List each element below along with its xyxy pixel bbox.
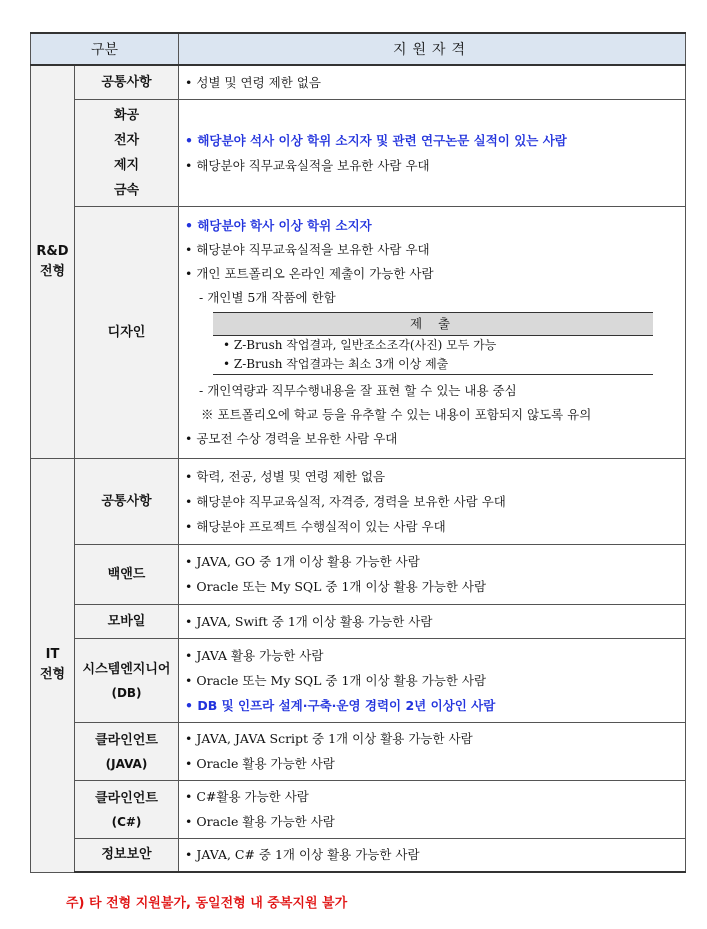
group-rnd-line2: 전형	[39, 263, 66, 279]
list-item: • Oracle 활용 가능한 사람	[185, 814, 335, 829]
qualification-sheet	[30, 32, 685, 873]
category-line: (DB)	[111, 685, 142, 700]
list-item-highlight: • 해당분야 학사 이상 학위 소지자	[185, 217, 372, 233]
category-it-mobile: 모바일	[75, 604, 179, 638]
group-it-line2: 전형	[39, 667, 66, 682]
category-line: 클라인언트	[95, 732, 158, 748]
list-item: • Z-Brush 작업결과, 일반조소조각(사진) 모두 가능	[223, 337, 497, 352]
list-item: • 해당분야 프로젝트 수행실적이 있는 사람 우대	[185, 518, 446, 534]
list-item: - 개인별 5개 작품에 한함	[199, 289, 336, 305]
list-item: • 해당분야 직무교육실적, 자격증, 경력을 보유한 사람 우대	[185, 493, 506, 509]
category-line: (C#)	[111, 814, 142, 829]
list-item: • JAVA, JAVA Script 중 1개 이상 활용 가능한 사람	[185, 731, 473, 746]
submit-box-body	[213, 335, 653, 374]
list-item: • 해당분야 직무교육실적을 보유한 사람 우대	[185, 157, 430, 173]
category-rnd-chem	[75, 99, 179, 206]
table-row	[31, 458, 686, 544]
table-row	[31, 780, 686, 838]
category-line: (JAVA)	[105, 756, 148, 771]
table-row	[31, 206, 686, 458]
table-row	[31, 604, 686, 638]
category-it-client-cs	[75, 780, 179, 838]
list-item: • 해당분야 직무교육실적을 보유한 사람 우대	[185, 241, 430, 257]
category-rnd-common: 공통사항	[75, 65, 179, 99]
table-row	[31, 722, 686, 780]
desc-it-mobile	[179, 604, 686, 638]
desc-rnd-chem	[179, 99, 686, 206]
table-row	[31, 65, 686, 99]
list-item: • 개인 포트폴리오 온라인 제출이 가능한 사람	[185, 265, 434, 281]
category-line: 시스템엔지니어	[82, 661, 171, 677]
list-item: • JAVA, Swift 중 1개 이상 활용 가능한 사람	[185, 613, 433, 629]
list-item-highlight: • 해당분야 석사 이상 학위 소지자 및 관련 연구논문 실적이 있는 사람	[185, 132, 567, 148]
list-item-highlight: • DB 및 인프라 설계·구축·운영 경력이 2년 이상인 사람	[185, 697, 496, 713]
list-item: • C#활용 가능한 사람	[185, 789, 309, 804]
list-item: • 성별 및 연령 제한 없음	[185, 74, 321, 90]
desc-it-common	[179, 458, 686, 544]
list-item: • JAVA, GO 중 1개 이상 활용 가능한 사람	[185, 554, 420, 569]
list-item: • 학력, 전공, 성별 및 연령 제한 없음	[185, 468, 386, 484]
table-row	[31, 838, 686, 872]
submit-box-title: 제 출	[213, 312, 653, 335]
table-row	[31, 544, 686, 604]
list-item: • Oracle 또는 My SQL 중 1개 이상 활용 가능한 사람	[185, 579, 487, 594]
list-item: • Oracle 또는 My SQL 중 1개 이상 활용 가능한 사람	[185, 672, 487, 688]
list-item: • JAVA, C# 중 1개 이상 활용 가능한 사람	[185, 847, 420, 863]
category-it-client-java	[75, 722, 179, 780]
desc-it-backend	[179, 544, 686, 604]
table-row	[31, 638, 686, 722]
category-line: 전자	[113, 132, 140, 148]
group-it-line1: IT	[45, 647, 60, 662]
header-category: 구분	[31, 33, 179, 65]
submit-box	[213, 312, 653, 375]
category-it-backend: 백앤드	[75, 544, 179, 604]
category-it-common: 공통사항	[75, 458, 179, 544]
footnote: 주) 타 전형 지원불가, 동일전형 내 중복지원 불가	[66, 896, 348, 911]
table-row	[31, 99, 686, 206]
category-rnd-design: 디자인	[75, 206, 179, 458]
category-it-sysdb	[75, 638, 179, 722]
list-item: • 공모전 수상 경력을 보유한 사람 우대	[185, 430, 398, 446]
category-line: 금속	[113, 182, 140, 198]
header-qualification: 지원자격	[179, 33, 686, 65]
desc-it-client-cs	[179, 780, 686, 838]
table-header-row	[31, 33, 686, 65]
desc-it-sysdb	[179, 638, 686, 722]
group-it	[31, 458, 75, 872]
list-item: • JAVA 활용 가능한 사람	[185, 647, 324, 663]
list-item: • Oracle 활용 가능한 사람	[185, 756, 335, 771]
desc-rnd-common	[179, 65, 686, 99]
category-line: 제지	[113, 157, 140, 173]
category-line: 클라인언트	[95, 790, 158, 806]
list-item: • Z-Brush 작업결과는 최소 3개 이상 제출	[223, 356, 449, 371]
desc-it-client-java	[179, 722, 686, 780]
category-it-security: 정보보안	[75, 838, 179, 872]
group-rnd	[31, 65, 75, 458]
desc-rnd-design	[179, 206, 686, 458]
category-line: 화공	[113, 107, 140, 123]
list-item-note: ※ 포트폴리오에 학교 등을 유추할 수 있는 내용이 포함되지 않도록 유의	[201, 406, 592, 422]
desc-it-security	[179, 838, 686, 872]
qualification-table	[30, 32, 686, 873]
group-rnd-line1: R&D	[36, 243, 69, 259]
list-item: - 개인역량과 직무수행내용을 잘 표현 할 수 있는 내용 중심	[199, 382, 517, 398]
